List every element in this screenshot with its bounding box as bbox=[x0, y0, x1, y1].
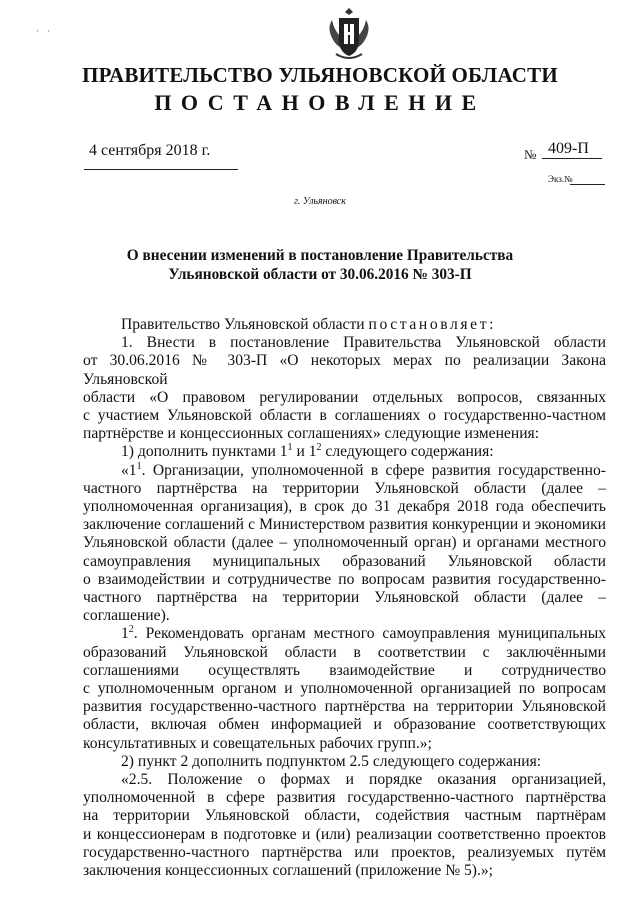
point-1-2-line-7: консультативных и совещательных рабочих групп.»; bbox=[83, 734, 432, 752]
subclause-1-text-c: следующего содержания: bbox=[321, 443, 494, 461]
document-title bbox=[0, 246, 640, 284]
point-2-5-line-1: «2.5. Положение о формах и порядке оказания организацией, bbox=[121, 771, 606, 789]
title-line-1: О внесении изменений в постановление Правительства bbox=[126, 247, 514, 264]
preamble-colon: : bbox=[489, 316, 494, 333]
clause-1-line-5: партнёрстве и концессионных соглашениях» следующие изменения: bbox=[83, 425, 540, 443]
point-2-5-line-2: уполномоченной в сфере развития государственно-частного партнёрства bbox=[83, 789, 606, 807]
point-2-5-line-3: на территории Ульяновской области, содействия частным партнёрам bbox=[83, 807, 606, 825]
superscript: 2 bbox=[128, 624, 134, 636]
coat-of-arms-icon bbox=[326, 6, 372, 62]
clause-1-line-1: 1. Внести в постановление Правительства Ульяновской области bbox=[121, 334, 606, 352]
document-number: 409-П bbox=[548, 140, 589, 157]
point-1-2-line-3: соглашениями осуществлять взаимодействие и сотрудничество bbox=[83, 661, 606, 679]
number-sign: № bbox=[524, 147, 537, 162]
copy-number-label: Экз.№ bbox=[548, 174, 573, 184]
point-1-2-line-4: с уполномоченным органом и уполномоченной организацией по вопросам bbox=[83, 680, 606, 698]
document-body bbox=[83, 316, 606, 880]
superscript: 1 bbox=[136, 460, 142, 472]
point-2-5-line-5: государственно-частного партнёрства или проектов, реализуемых путём bbox=[83, 843, 606, 861]
point-2-5-line-4: и концессионерам в подготовке и (или) реализации соответственно проектов bbox=[83, 825, 606, 843]
point-1-1-line-4: заключение соглашений с Министерством развития конкуренции и экономики bbox=[83, 516, 606, 534]
point-1-2-line-5: развития государственно-частного партнёрства на территории Ульяновской bbox=[83, 698, 606, 716]
point-1-1-line-5: Ульяновской области (далее – уполномоченный орган) и органами местного bbox=[83, 534, 606, 552]
preamble-text: Правительство Ульяновской области bbox=[121, 316, 369, 333]
title-line-2: Ульяновской области от 30.06.2016 № 303-П bbox=[168, 266, 472, 283]
point-1-1-line-2: частного партнёрства на территории Ульяновской области (далее – bbox=[83, 479, 606, 497]
point-1-1-line-7: о взаимодействии и сотрудничестве по вопросам развития государственно- bbox=[83, 570, 606, 588]
point-1-1-line-9: соглашение). bbox=[83, 607, 170, 625]
point-1-1-line-8: частного партнёрства на территории Ульяновской области (далее – bbox=[83, 589, 606, 607]
date-underline bbox=[84, 169, 238, 170]
preamble-verb: постановляет bbox=[368, 316, 490, 333]
superscript: 2 bbox=[316, 442, 322, 454]
subclause-2: 2) пункт 2 дополнить подпунктом 2.5 следующего содержания: bbox=[121, 752, 542, 770]
point-1-2-line-1 bbox=[83, 625, 606, 643]
point-1-2-line-6: области, включая обмен информацией и образование соответствующих bbox=[83, 716, 606, 734]
city-name: г. Ульяновск bbox=[294, 196, 346, 207]
point-1-2-prefix: 1 bbox=[121, 625, 129, 643]
subclause-1-text-b: и 1 bbox=[292, 443, 317, 461]
clause-1-line-4: с участием Ульяновской области в соглашениях о государственно-частном bbox=[83, 407, 606, 425]
point-1-2-line-2: образований Ульяновской области в соответствии с заключёнными bbox=[83, 643, 606, 661]
preamble bbox=[83, 316, 606, 334]
point-2-5-line-6: заключения концессионных соглашений (приложение № 5).»; bbox=[83, 862, 493, 880]
point-1-1-text: . Организации, уполномоченной в сфере развития государственно- bbox=[141, 461, 606, 479]
number-underline bbox=[542, 158, 602, 159]
superscript: 1 bbox=[287, 442, 293, 454]
document-date: 4 сентября 2018 г. bbox=[89, 142, 211, 159]
document-type: ПОСТАНОВЛЕНИЕ bbox=[154, 90, 486, 115]
point-1-1-prefix: «1 bbox=[121, 461, 137, 479]
point-1-2-text: . Рекомендовать органам местного самоуправления муниципальных bbox=[133, 625, 606, 643]
point-1-1-line-3: уполномоченная организация), в срок до 31 декабря 2018 года обеспечить bbox=[83, 498, 606, 516]
copy-number-underline bbox=[570, 184, 605, 185]
clause-1-line-2: от 30.06.2016 № 303-П «О некоторых мерах по реализации Закона Ульяновской bbox=[83, 352, 606, 388]
subclause-1 bbox=[83, 443, 606, 461]
government-name: ПРАВИТЕЛЬСТВО УЛЬЯНОВСКОЙ ОБЛАСТИ bbox=[82, 63, 558, 87]
point-1-1-line-6: самоуправления муниципальных образований Ульяновской области bbox=[83, 552, 606, 570]
subclause-1-text-a: 1) дополнить пунктами 1 bbox=[121, 443, 288, 461]
point-1-1-line-1 bbox=[83, 462, 606, 480]
scan-marks: · · bbox=[36, 26, 54, 36]
clause-1-line-3: области «О правовом регулировании отдельных вопросов, связанных bbox=[83, 388, 606, 406]
